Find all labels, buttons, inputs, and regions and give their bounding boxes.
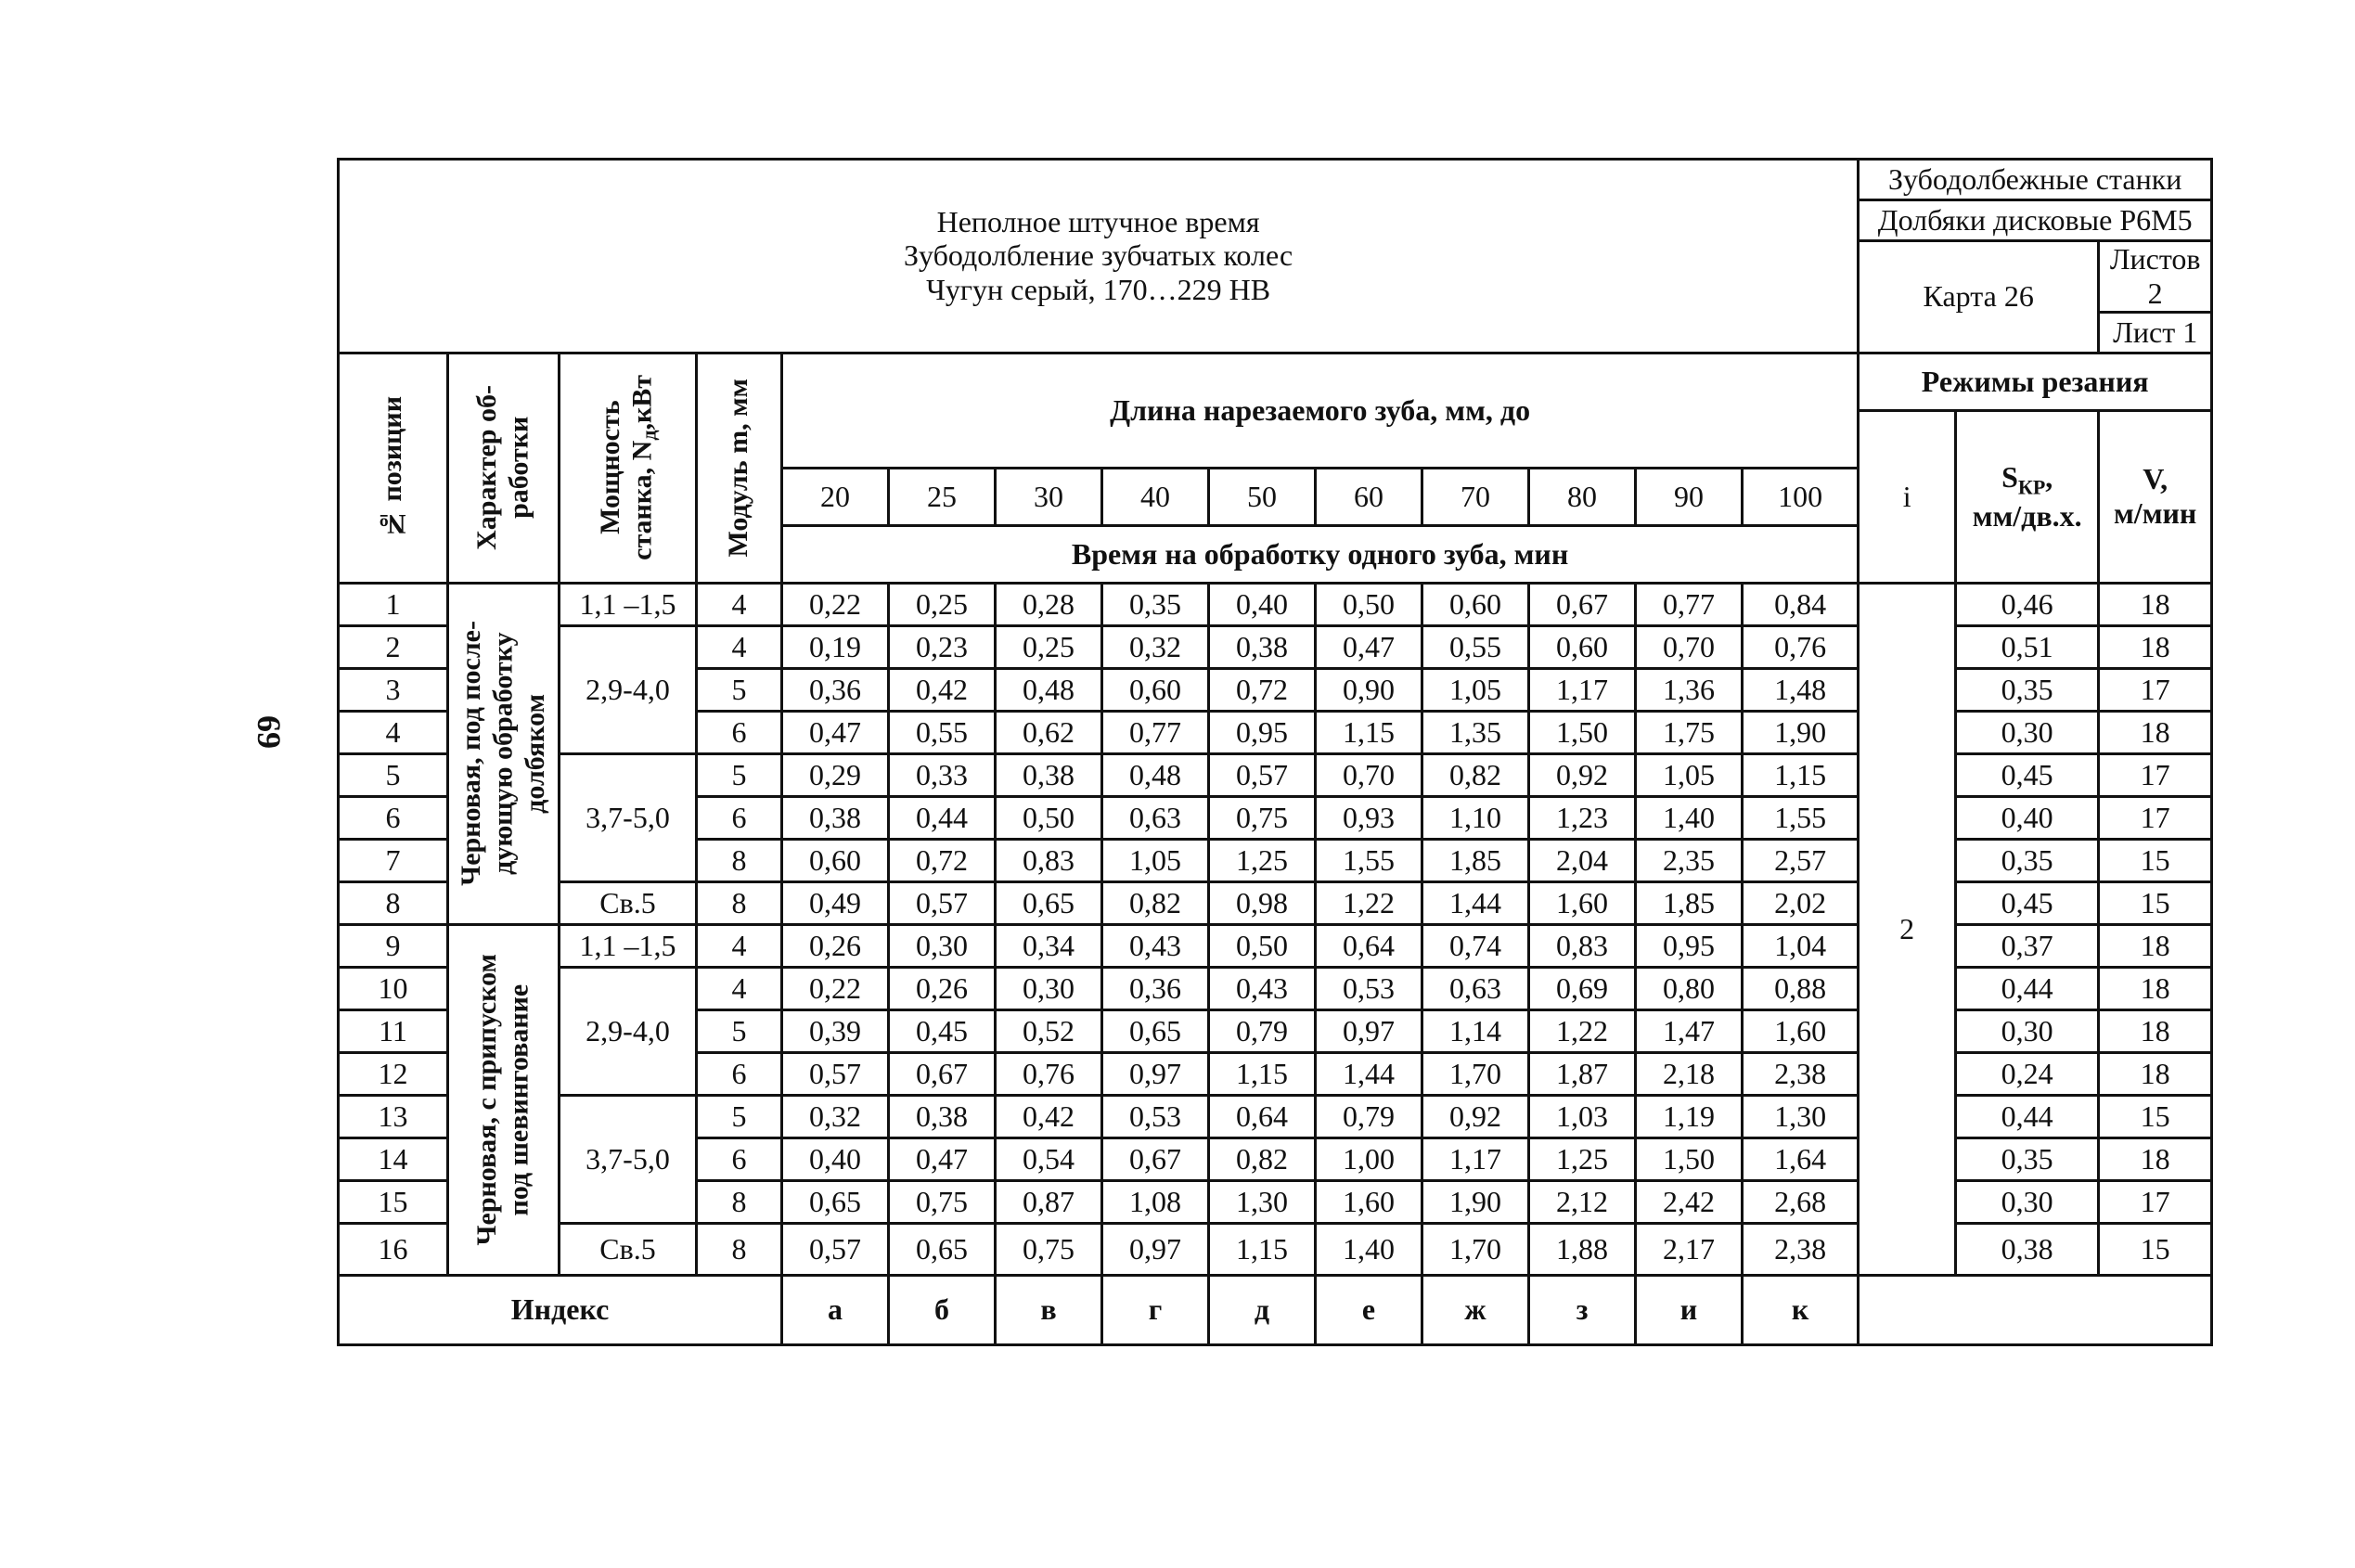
- time-cell: 0,76: [1743, 625, 1859, 668]
- time-cell: 1,40: [1636, 796, 1743, 839]
- feed-cell: 0,24: [1956, 1052, 2099, 1095]
- module-cell: 8: [697, 1180, 782, 1223]
- feed-cell: 0,40: [1956, 796, 2099, 839]
- speed-cell: 15: [2099, 1095, 2212, 1137]
- feed-cell: 0,45: [1956, 753, 2099, 796]
- time-cell: 0,38: [889, 1095, 996, 1137]
- length-col-header: 70: [1422, 468, 1529, 525]
- index-letter: е: [1316, 1275, 1422, 1344]
- time-cell: 0,50: [1209, 924, 1316, 967]
- index-letter: з: [1529, 1275, 1636, 1344]
- position-cell: 10: [339, 967, 448, 1009]
- time-cell: 0,57: [782, 1052, 889, 1095]
- time-cell: 0,75: [889, 1180, 996, 1223]
- table-row: [339, 583, 2212, 625]
- feed-cell: 0,44: [1956, 1095, 2099, 1137]
- time-cell: 1,88: [1529, 1223, 1636, 1275]
- position-cell: 15: [339, 1180, 448, 1223]
- card-title: [339, 160, 1859, 353]
- time-cell: 0,22: [782, 967, 889, 1009]
- time-cell: 0,60: [1102, 668, 1209, 711]
- time-cell: 1,44: [1422, 881, 1529, 924]
- time-cell: 0,93: [1316, 796, 1422, 839]
- page-number: 69: [251, 715, 288, 749]
- time-cell: 0,47: [782, 711, 889, 753]
- time-cell: 0,70: [1316, 753, 1422, 796]
- index-row: [339, 1275, 2212, 1344]
- time-cell: 1,14: [1422, 1009, 1529, 1052]
- position-cell: 13: [339, 1095, 448, 1137]
- index-letter: и: [1636, 1275, 1743, 1344]
- time-cell: 1,50: [1636, 1137, 1743, 1180]
- time-cell: 0,19: [782, 625, 889, 668]
- time-cell: 0,29: [782, 753, 889, 796]
- power-cell: Св.5: [560, 1223, 697, 1275]
- time-cell: 2,57: [1743, 839, 1859, 881]
- time-cell: 0,70: [1636, 625, 1743, 668]
- time-cell: 1,90: [1743, 711, 1859, 753]
- time-cell: 1,40: [1316, 1223, 1422, 1275]
- module-cell: 8: [697, 881, 782, 924]
- time-cell: 1,25: [1529, 1137, 1636, 1180]
- feed-cell: 0,51: [1956, 625, 2099, 668]
- time-cell: 0,60: [1529, 625, 1636, 668]
- module-cell: 4: [697, 924, 782, 967]
- time-cell: 0,92: [1422, 1095, 1529, 1137]
- time-cell: 0,50: [996, 796, 1102, 839]
- time-cell: 1,15: [1209, 1223, 1316, 1275]
- position-cell: 5: [339, 753, 448, 796]
- time-cell: 2,68: [1743, 1180, 1859, 1223]
- time-cell: 0,84: [1743, 583, 1859, 625]
- index-letter: г: [1102, 1275, 1209, 1344]
- col-character-header: Характер об- работки: [448, 353, 560, 583]
- time-cell: 2,02: [1743, 881, 1859, 924]
- index-letter: а: [782, 1275, 889, 1344]
- time-cell: 0,35: [1102, 583, 1209, 625]
- module-cell: 6: [697, 1052, 782, 1095]
- position-cell: 14: [339, 1137, 448, 1180]
- time-cell: 0,39: [782, 1009, 889, 1052]
- time-cell: 2,17: [1636, 1223, 1743, 1275]
- speed-cell: 18: [2099, 1009, 2212, 1052]
- speed-cell: 15: [2099, 1223, 2212, 1275]
- time-cell: 0,60: [782, 839, 889, 881]
- time-cell: 0,65: [1102, 1009, 1209, 1052]
- feed-cell: 0,44: [1956, 967, 2099, 1009]
- time-cell: 2,04: [1529, 839, 1636, 881]
- feed-cell: 0,35: [1956, 1137, 2099, 1180]
- time-cell: 0,57: [782, 1223, 889, 1275]
- time-cell: 0,36: [782, 668, 889, 711]
- time-cell: 1,55: [1743, 796, 1859, 839]
- index-letter: д: [1209, 1275, 1316, 1344]
- time-cell: 0,47: [1316, 625, 1422, 668]
- time-cell: 0,34: [996, 924, 1102, 967]
- time-header: Время на обработку одного зуба, мин: [782, 525, 1859, 583]
- sheets-count: Листов 2: [2099, 241, 2212, 313]
- time-cell: 0,79: [1316, 1095, 1422, 1137]
- time-cell: 1,30: [1209, 1180, 1316, 1223]
- title-line: Неполное штучное время: [936, 204, 1260, 238]
- time-cell: 0,45: [889, 1009, 996, 1052]
- time-cell: 0,64: [1209, 1095, 1316, 1137]
- time-cell: 0,47: [889, 1137, 996, 1180]
- time-cell: 0,36: [1102, 967, 1209, 1009]
- module-cell: 5: [697, 753, 782, 796]
- time-cell: 1,60: [1316, 1180, 1422, 1223]
- time-cell: 0,83: [1529, 924, 1636, 967]
- length-col-header: 20: [782, 468, 889, 525]
- module-cell: 4: [697, 625, 782, 668]
- time-cell: 2,38: [1743, 1052, 1859, 1095]
- passes-cell: 2: [1859, 583, 1956, 1275]
- position-cell: 8: [339, 881, 448, 924]
- speed-cell: 18: [2099, 625, 2212, 668]
- speed-cell: 18: [2099, 711, 2212, 753]
- time-cell: 0,30: [996, 967, 1102, 1009]
- time-cell: 1,85: [1422, 839, 1529, 881]
- col-skp-header: $S_{КР}$, мм/дв.х.: [1956, 410, 2099, 583]
- time-cell: 1,55: [1316, 839, 1422, 881]
- col-v-header: V, м/мин: [2099, 410, 2212, 583]
- module-cell: 4: [697, 967, 782, 1009]
- time-cell: 0,82: [1102, 881, 1209, 924]
- feed-cell: 0,30: [1956, 711, 2099, 753]
- time-cell: 0,75: [1209, 796, 1316, 839]
- time-cell: 1,23: [1529, 796, 1636, 839]
- col-position-header: № позиции: [339, 353, 448, 583]
- power-cell: 2,9-4,0: [560, 967, 697, 1095]
- time-cell: 2,35: [1636, 839, 1743, 881]
- card-number: Карта 26: [1859, 241, 2099, 353]
- time-cell: 1,25: [1209, 839, 1316, 881]
- time-cell: 0,60: [1422, 583, 1529, 625]
- length-col-header: 90: [1636, 468, 1743, 525]
- position-cell: 6: [339, 796, 448, 839]
- time-cell: 0,95: [1209, 711, 1316, 753]
- speed-cell: 15: [2099, 839, 2212, 881]
- modes-header: Режимы резания: [1859, 353, 2212, 410]
- time-cell: 0,23: [889, 625, 996, 668]
- time-cell: 0,52: [996, 1009, 1102, 1052]
- time-cell: 0,97: [1316, 1009, 1422, 1052]
- module-cell: 6: [697, 796, 782, 839]
- speed-cell: 18: [2099, 1052, 2212, 1095]
- speed-cell: 17: [2099, 1180, 2212, 1223]
- time-cell: 0,65: [996, 881, 1102, 924]
- time-cell: 0,25: [889, 583, 996, 625]
- time-cell: 1,35: [1422, 711, 1529, 753]
- time-cell: 1,22: [1316, 881, 1422, 924]
- time-cell: 0,55: [1422, 625, 1529, 668]
- time-cell: 0,30: [889, 924, 996, 967]
- time-cell: 0,50: [1316, 583, 1422, 625]
- length-col-header: 60: [1316, 468, 1422, 525]
- index-empty-cell: [1859, 1275, 2212, 1344]
- position-cell: 2: [339, 625, 448, 668]
- time-cell: 0,88: [1743, 967, 1859, 1009]
- position-cell: 3: [339, 668, 448, 711]
- time-cell: 0,42: [996, 1095, 1102, 1137]
- time-cell: 0,74: [1422, 924, 1529, 967]
- time-cell: 0,26: [782, 924, 889, 967]
- tool-type: Долбяки дисковые Р6М5: [1859, 200, 2212, 241]
- feed-cell: 0,45: [1956, 881, 2099, 924]
- power-cell: 2,9-4,0: [560, 625, 697, 753]
- time-cell: 1,70: [1422, 1223, 1529, 1275]
- power-cell: 1,1 –1,5: [560, 924, 697, 967]
- time-cell: 1,70: [1422, 1052, 1529, 1095]
- module-cell: 5: [697, 1095, 782, 1137]
- position-cell: 1: [339, 583, 448, 625]
- time-cell: 1,00: [1316, 1137, 1422, 1180]
- time-cell: 1,05: [1636, 753, 1743, 796]
- speed-cell: 18: [2099, 924, 2212, 967]
- speed-cell: 17: [2099, 668, 2212, 711]
- time-cell: 1,87: [1529, 1052, 1636, 1095]
- module-cell: 5: [697, 1009, 782, 1052]
- col-i-header: i: [1859, 410, 1956, 583]
- index-letter: к: [1743, 1275, 1859, 1344]
- module-cell: 6: [697, 1137, 782, 1180]
- processing-type-cell: Черновая, под после- дующую обработку долбяком: [448, 583, 560, 924]
- speed-cell: 17: [2099, 796, 2212, 839]
- title-line: Зубодолбление зубчатых колес: [904, 238, 1293, 273]
- time-cell: 0,40: [782, 1137, 889, 1180]
- time-cell: 1,90: [1422, 1180, 1529, 1223]
- time-cell: 1,05: [1102, 839, 1209, 881]
- time-cell: 1,17: [1529, 668, 1636, 711]
- time-cell: 0,65: [889, 1223, 996, 1275]
- time-cell: 0,76: [996, 1052, 1102, 1095]
- title-line: Чугун серый, 170…229 НВ: [926, 273, 1271, 307]
- time-cell: 2,18: [1636, 1052, 1743, 1095]
- time-cell: 1,48: [1743, 668, 1859, 711]
- time-cell: 0,43: [1102, 924, 1209, 967]
- index-label: Индекс: [339, 1275, 782, 1344]
- time-cell: 1,44: [1316, 1052, 1422, 1095]
- col-power-header: Мощность станка, $N_д,кВт$: [560, 353, 697, 583]
- length-col-header: 30: [996, 468, 1102, 525]
- time-cell: 0,32: [782, 1095, 889, 1137]
- time-cell: 2,12: [1529, 1180, 1636, 1223]
- speed-cell: 18: [2099, 967, 2212, 1009]
- power-cell: 1,1 –1,5: [560, 583, 697, 625]
- time-cell: 0,67: [1529, 583, 1636, 625]
- time-cell: 0,57: [889, 881, 996, 924]
- feed-cell: 0,37: [1956, 924, 2099, 967]
- time-cell: 0,38: [1209, 625, 1316, 668]
- module-cell: 6: [697, 711, 782, 753]
- time-cell: 0,43: [1209, 967, 1316, 1009]
- time-cell: 1,36: [1636, 668, 1743, 711]
- norm-card-table: [337, 158, 2213, 1346]
- time-cell: 0,67: [889, 1052, 996, 1095]
- time-cell: 0,69: [1529, 967, 1636, 1009]
- module-cell: 4: [697, 583, 782, 625]
- time-cell: 0,67: [1102, 1137, 1209, 1180]
- time-cell: 1,50: [1529, 711, 1636, 753]
- time-cell: 0,83: [996, 839, 1102, 881]
- time-cell: 0,92: [1529, 753, 1636, 796]
- speed-cell: 15: [2099, 881, 2212, 924]
- time-cell: 1,60: [1529, 881, 1636, 924]
- time-cell: 1,15: [1316, 711, 1422, 753]
- machine-type: Зубодолбежные станки: [1859, 160, 2212, 200]
- position-cell: 16: [339, 1223, 448, 1275]
- time-cell: 1,17: [1422, 1137, 1529, 1180]
- time-cell: 0,97: [1102, 1052, 1209, 1095]
- time-cell: 0,95: [1636, 924, 1743, 967]
- time-cell: 0,97: [1102, 1223, 1209, 1275]
- time-cell: 1,08: [1102, 1180, 1209, 1223]
- time-cell: 0,63: [1102, 796, 1209, 839]
- time-cell: 0,72: [889, 839, 996, 881]
- power-cell: 3,7-5,0: [560, 753, 697, 881]
- time-cell: 0,54: [996, 1137, 1102, 1180]
- feed-cell: 0,35: [1956, 668, 2099, 711]
- time-cell: 1,75: [1636, 711, 1743, 753]
- feed-cell: 0,46: [1956, 583, 2099, 625]
- time-cell: 0,79: [1209, 1009, 1316, 1052]
- time-cell: 0,38: [782, 796, 889, 839]
- position-cell: 12: [339, 1052, 448, 1095]
- time-cell: 0,65: [782, 1180, 889, 1223]
- position-cell: 7: [339, 839, 448, 881]
- position-cell: 9: [339, 924, 448, 967]
- time-cell: 0,77: [1636, 583, 1743, 625]
- module-cell: 8: [697, 1223, 782, 1275]
- feed-cell: 0,35: [1956, 839, 2099, 881]
- length-col-header: 40: [1102, 468, 1209, 525]
- time-cell: 1,85: [1636, 881, 1743, 924]
- time-cell: 0,26: [889, 967, 996, 1009]
- length-col-header: 80: [1529, 468, 1636, 525]
- time-cell: 0,72: [1209, 668, 1316, 711]
- time-cell: 0,38: [996, 753, 1102, 796]
- time-cell: 0,22: [782, 583, 889, 625]
- sheet-number: Лист 1: [2099, 312, 2212, 353]
- position-cell: 11: [339, 1009, 448, 1052]
- time-cell: 0,80: [1636, 967, 1743, 1009]
- time-cell: 1,47: [1636, 1009, 1743, 1052]
- time-cell: 0,48: [996, 668, 1102, 711]
- time-cell: 0,87: [996, 1180, 1102, 1223]
- time-cell: 0,90: [1316, 668, 1422, 711]
- time-cell: 1,64: [1743, 1137, 1859, 1180]
- time-cell: 1,05: [1422, 668, 1529, 711]
- time-cell: 1,15: [1209, 1052, 1316, 1095]
- time-cell: 1,30: [1743, 1095, 1859, 1137]
- length-col-header: 25: [889, 468, 996, 525]
- time-cell: 1,04: [1743, 924, 1859, 967]
- time-cell: 0,82: [1422, 753, 1529, 796]
- time-cell: 0,57: [1209, 753, 1316, 796]
- feed-cell: 0,30: [1956, 1180, 2099, 1223]
- feed-cell: 0,30: [1956, 1009, 2099, 1052]
- time-cell: 0,33: [889, 753, 996, 796]
- time-cell: 0,75: [996, 1223, 1102, 1275]
- time-cell: 1,15: [1743, 753, 1859, 796]
- time-cell: 0,53: [1316, 967, 1422, 1009]
- index-letter: ж: [1422, 1275, 1529, 1344]
- time-cell: 1,22: [1529, 1009, 1636, 1052]
- time-cell: 0,82: [1209, 1137, 1316, 1180]
- time-cell: 0,64: [1316, 924, 1422, 967]
- time-cell: 1,60: [1743, 1009, 1859, 1052]
- module-cell: 8: [697, 839, 782, 881]
- time-cell: 0,53: [1102, 1095, 1209, 1137]
- time-cell: 0,25: [996, 625, 1102, 668]
- length-col-header: 100: [1743, 468, 1859, 525]
- time-cell: 0,42: [889, 668, 996, 711]
- index-letter: в: [996, 1275, 1102, 1344]
- time-cell: 0,77: [1102, 711, 1209, 753]
- time-cell: 0,98: [1209, 881, 1316, 924]
- processing-type-cell: Черновая, с припуском под шевингование: [448, 924, 560, 1275]
- index-letter: б: [889, 1275, 996, 1344]
- power-cell: Св.5: [560, 881, 697, 924]
- time-cell: 2,42: [1636, 1180, 1743, 1223]
- time-cell: 0,40: [1209, 583, 1316, 625]
- feed-cell: 0,38: [1956, 1223, 2099, 1275]
- speed-cell: 18: [2099, 583, 2212, 625]
- time-cell: 1,03: [1529, 1095, 1636, 1137]
- time-cell: 0,55: [889, 711, 996, 753]
- speed-cell: 18: [2099, 1137, 2212, 1180]
- time-cell: 0,48: [1102, 753, 1209, 796]
- time-cell: 0,32: [1102, 625, 1209, 668]
- time-cell: 1,19: [1636, 1095, 1743, 1137]
- time-cell: 0,63: [1422, 967, 1529, 1009]
- length-header: Длина нарезаемого зуба, мм, до: [782, 353, 1859, 468]
- time-cell: 0,49: [782, 881, 889, 924]
- time-cell: 2,38: [1743, 1223, 1859, 1275]
- power-cell: 3,7-5,0: [560, 1095, 697, 1223]
- time-cell: 0,62: [996, 711, 1102, 753]
- speed-cell: 17: [2099, 753, 2212, 796]
- time-cell: 0,28: [996, 583, 1102, 625]
- col-module-header: Модуль m, мм: [697, 353, 782, 583]
- position-cell: 4: [339, 711, 448, 753]
- length-col-header: 50: [1209, 468, 1316, 525]
- module-cell: 5: [697, 668, 782, 711]
- time-cell: 1,10: [1422, 796, 1529, 839]
- time-cell: 0,44: [889, 796, 996, 839]
